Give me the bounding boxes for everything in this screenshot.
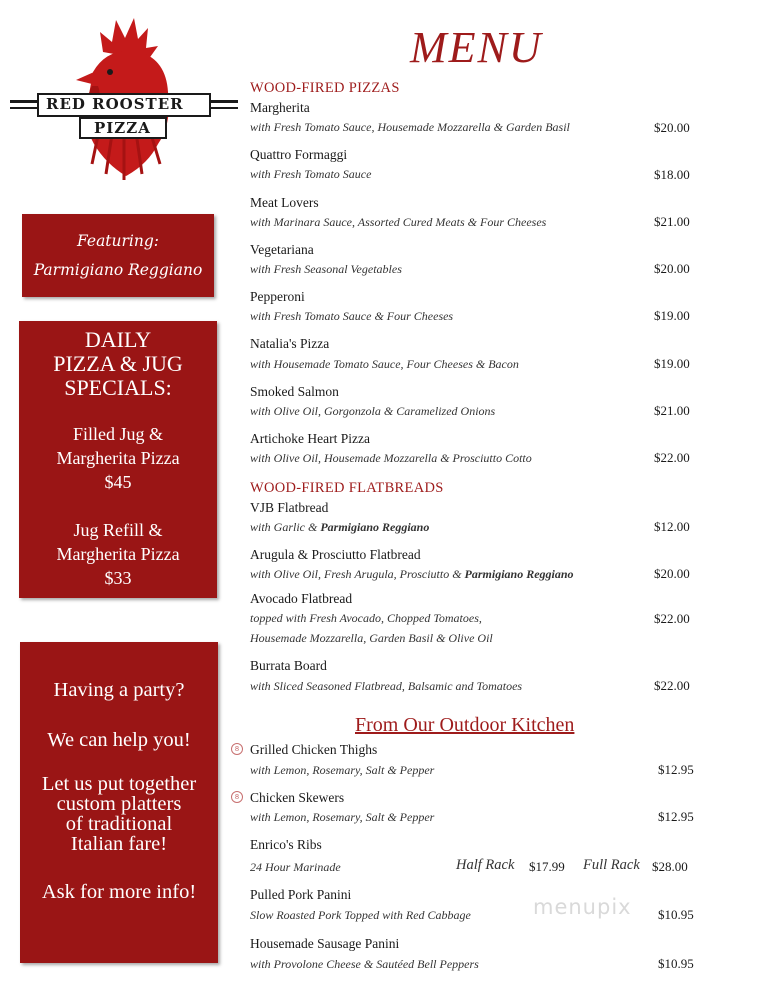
party-line: Having a party? <box>53 679 185 701</box>
menu-item-desc: with Lemon, Rosemary, Salt & Pepper <box>250 810 435 824</box>
menu-item-price: $20.00 <box>654 566 690 581</box>
menu-item-desc: Slow Roasted Pork Topped with Red Cabbage <box>250 908 471 922</box>
menu-item-name: Meat Lovers <box>250 195 319 210</box>
party-line: Ask for more info! <box>41 881 197 903</box>
section-heading-flatbreads: WOOD-FIRED FLATBREADS <box>250 480 444 496</box>
menu-item-name: Smoked Salmon <box>250 384 339 399</box>
special-deal-2-line: Jug Refill & <box>73 520 163 540</box>
featuring-value: Parmigiano Reggiano <box>33 261 203 279</box>
menu-item-price: $21.00 <box>654 214 690 229</box>
menu-item-price: $22.00 <box>654 611 690 626</box>
menu-item-name: Enrico's Ribs <box>250 837 322 852</box>
menu-item-desc: with Fresh Tomato Sauce, Housemade Mozzarella & Garden Basil <box>250 120 570 134</box>
party-line: of traditional <box>65 813 173 835</box>
menu-item-desc: with Olive Oil, Housemade Mozzarella & Prosciutto Cotto <box>250 451 532 465</box>
party-line: Italian fare! <box>70 833 168 855</box>
dietary-badge-icon: 8 <box>231 743 243 755</box>
featuring-label: Featuring: <box>76 232 160 250</box>
daily-specials-box <box>19 321 217 598</box>
special-deal-1-line: Margherita Pizza <box>56 448 180 468</box>
menu-item-price: $21.00 <box>654 403 690 418</box>
menu-item-desc <box>250 520 429 535</box>
half-rack-label: Half Rack <box>456 857 515 873</box>
specials-heading-line: PIZZA & JUG <box>53 351 183 376</box>
menu-item-price: $10.95 <box>658 956 694 971</box>
menu-item-price: $18.00 <box>654 167 690 182</box>
menu-item-name: Pulled Pork Panini <box>250 887 352 902</box>
menu-item-name: Burrata Board <box>250 658 327 673</box>
menu-item-desc: Housemade Mozzarella, Garden Basil & Olive Oil <box>250 631 493 645</box>
menu-item-desc <box>250 567 574 582</box>
menu-item-desc: with Olive Oil, Gorgonzola & Caramelized Onions <box>250 404 496 418</box>
featuring-box <box>22 214 214 297</box>
menu-item-name: Vegetariana <box>250 242 314 257</box>
special-deal-1-line: Filled Jug & <box>72 424 163 444</box>
menu-item-desc: with Marinara Sauce, Assorted Cured Meats & Four Cheeses <box>250 215 547 229</box>
menu-item-desc: with Sliced Seasoned Flatbread, Balsamic and Tomatoes <box>250 679 523 693</box>
special-deal-1-price: $45 <box>104 472 132 492</box>
menu-item-desc: with Housemade Tomato Sauce, Four Cheeses & Bacon <box>250 357 519 371</box>
menu-item-name: Housemade Sausage Panini <box>250 936 400 951</box>
menu-item-price: $22.00 <box>654 450 690 465</box>
menu-item-desc: with Fresh Tomato Sauce <box>250 167 372 181</box>
full-rack-label: Full Rack <box>583 857 640 873</box>
logo <box>8 14 240 184</box>
menu-item-name: VJB Flatbread <box>250 500 329 515</box>
menu-item-desc: with Fresh Tomato Sauce & Four Cheeses <box>250 309 454 323</box>
party-line: custom platters <box>56 793 182 815</box>
menu-item-name: Natalia's Pizza <box>250 336 330 351</box>
menu-item-price: $19.00 <box>654 308 690 323</box>
menu-item-price: $19.00 <box>654 356 690 371</box>
menu-item-name: Quattro Formaggi <box>250 147 348 162</box>
menu-item-price: $12.95 <box>658 762 694 777</box>
section-heading-pizzas: WOOD-FIRED PIZZAS <box>250 80 400 96</box>
page-title: MENU <box>410 23 543 72</box>
menu-item-desc-highlight: Parmigiano Reggiano <box>464 567 574 581</box>
menu-item-name: Chicken Skewers <box>250 790 345 805</box>
menu-item-desc: 24 Hour Marinade <box>250 860 341 874</box>
specials-heading-line: DAILY <box>84 327 152 352</box>
menu-item-price: $10.95 <box>658 907 694 922</box>
special-deal-2-price: $33 <box>104 568 132 588</box>
menu-item-desc: with Lemon, Rosemary, Salt & Pepper <box>250 763 435 777</box>
party-box <box>20 642 218 963</box>
menu-item-price: $20.00 <box>654 261 690 276</box>
menu-item-price: $22.00 <box>654 678 690 693</box>
menu-item-desc-highlight: Parmigiano Reggiano <box>320 520 430 534</box>
menu-item-desc: with Fresh Seasonal Vegetables <box>250 262 402 276</box>
dietary-badge-icon: 8 <box>231 791 243 803</box>
menu-item-price: $12.95 <box>658 809 694 824</box>
menu-item-price: $20.00 <box>654 120 690 135</box>
watermark: menupix <box>533 895 632 919</box>
logo-name: RED ROOSTER <box>46 95 184 113</box>
menu-item-name: Avocado Flatbread <box>250 591 353 606</box>
menu-item-desc: topped with Fresh Avocado, Chopped Tomatoes, <box>250 611 482 625</box>
section-heading-outdoor: From Our Outdoor Kitchen <box>355 714 575 736</box>
menu-item-name: Artichoke Heart Pizza <box>250 431 370 446</box>
party-line: We can help you! <box>47 729 191 751</box>
full-rack-price: $28.00 <box>652 859 688 874</box>
specials-heading-line: SPECIALS: <box>64 375 172 400</box>
menu-item-name: Pepperoni <box>250 289 305 304</box>
logo-subname: PIZZA <box>94 119 151 137</box>
menu-item-name: Margherita <box>250 100 310 115</box>
menu-item-desc: with Provolone Cheese & Sautéed Bell Peppers <box>250 957 479 971</box>
menu-item-name: Arugula & Prosciutto Flatbread <box>250 547 421 562</box>
menu-item-desc-text: with Olive Oil, Fresh Arugula, Prosciutto & <box>250 567 462 581</box>
menu-item-price: $12.00 <box>654 519 690 534</box>
special-deal-2-line: Margherita Pizza <box>56 544 180 564</box>
menu-item-name: Grilled Chicken Thighs <box>250 742 378 757</box>
half-rack-price: $17.99 <box>529 859 565 874</box>
party-line: Let us put together <box>41 773 197 795</box>
menu-item-desc-text: with Garlic & <box>250 520 318 534</box>
